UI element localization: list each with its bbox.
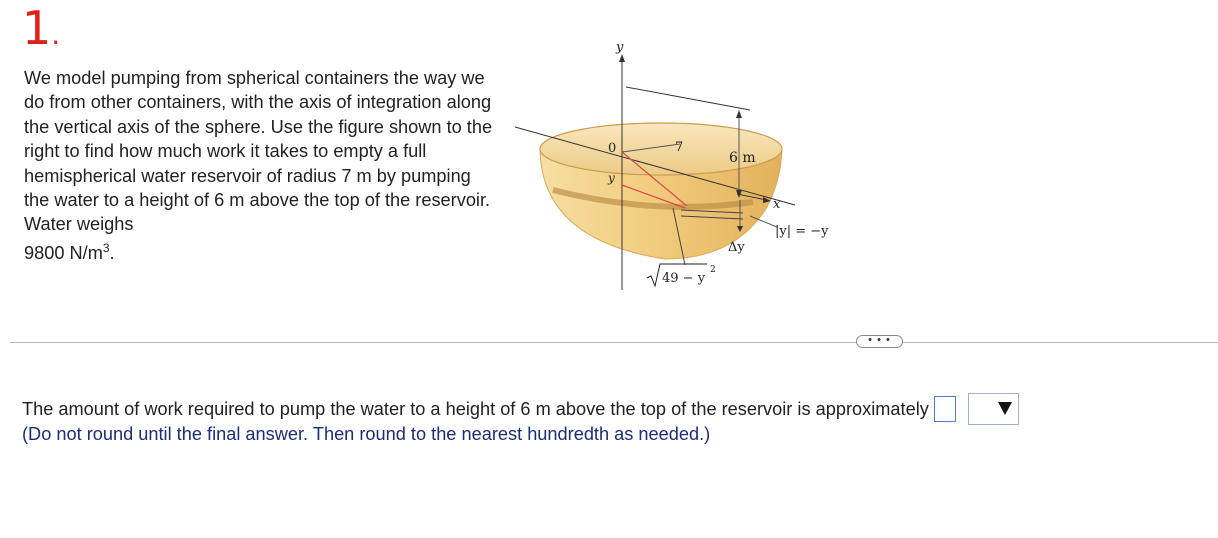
question-number — [22, 0, 60, 65]
depth-y-label: y — [608, 171, 615, 185]
question-number-value: 1 — [22, 1, 52, 55]
section-divider — [10, 342, 1218, 343]
dropdown-arrow-icon — [998, 402, 1012, 415]
radius-label: 7 — [675, 140, 684, 155]
rounding-hint: (Do not round until the final answer. Then round to the nearest hundredth as needed.) — [22, 424, 711, 444]
x-axis-label: x — [773, 197, 781, 212]
problem-text: We model pumping from spherical containers the way we do from other containers, with the axis of integration along the vertical axis of the sphere. Use the figure shown to the right to find how much work it takes to empty a full hemispherical water reservoir of radius 7 m by pumping the water to a height of 6 m above the top of the reservoir. Water weighs — [24, 68, 493, 235]
water-weight-exponent: 3 — [102, 240, 110, 255]
pump-level-line — [626, 87, 750, 110]
radical-label: 49 − y — [662, 271, 706, 286]
water-weight-value: 9800 N/m — [24, 242, 103, 263]
answer-prompt: The amount of work required to pump the water to a height of 6 m above the top of the reservoir is approximately — [22, 398, 929, 419]
origin-label: 0 — [608, 141, 617, 156]
more-options-button[interactable]: • • • — [856, 335, 903, 348]
abs-y-label: |y| = −y — [775, 224, 829, 239]
radical-exponent: 2 — [710, 265, 716, 275]
y-axis-label: y — [616, 40, 624, 55]
height-arrow-up — [736, 110, 742, 118]
y-axis-arrow — [619, 54, 625, 62]
dy-label: Δy — [728, 240, 745, 255]
unit-dropdown[interactable] — [968, 393, 1019, 425]
height-label: 6 m — [729, 150, 756, 166]
problem-statement — [24, 66, 494, 265]
hemisphere-figure — [505, 40, 865, 300]
question-number-dot: . — [51, 18, 61, 51]
answer-input[interactable] — [934, 396, 956, 422]
water-weight-end: . — [109, 242, 115, 263]
answer-row — [22, 393, 1019, 425]
